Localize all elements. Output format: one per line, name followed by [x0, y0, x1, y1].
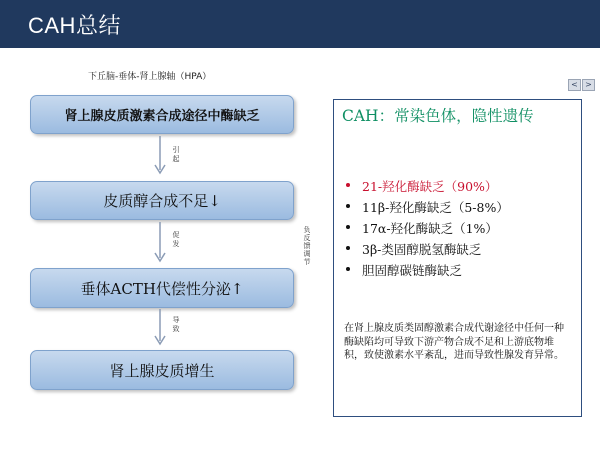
- flow-box-label: 垂体ACTH代偿性分泌↑: [80, 279, 244, 298]
- flow-box-cortisol-deficit: [30, 181, 294, 220]
- flow-box-hyperplasia: [30, 350, 294, 390]
- prev-arrow-icon[interactable]: <: [568, 79, 581, 91]
- title-bar: [0, 0, 600, 48]
- flow-box-label: 肾上腺皮质激素合成途径中酶缺乏: [64, 109, 260, 124]
- next-arrow-icon[interactable]: >: [582, 79, 595, 91]
- panel-heading: CAH：常染色体，隐性遗传: [342, 107, 534, 125]
- arrow-label-lead: 导致: [172, 316, 180, 333]
- flow-box-enzyme-deficiency: [30, 95, 294, 134]
- bullet-icon: [346, 183, 350, 187]
- flow-box-label: 肾上腺皮质增生: [109, 361, 215, 380]
- bullet-icon: [346, 267, 350, 271]
- arrow-label-promote: 促发: [172, 231, 180, 248]
- flow-box-label: 皮质醇合成不足↓: [103, 192, 221, 210]
- list-item: 21-羟化酶缺乏（90%）: [346, 177, 509, 198]
- down-arrow-icon: [150, 309, 170, 349]
- diagram-subtitle: 下丘脑-垂体-肾上腺轴（HPA）: [88, 72, 212, 82]
- feedback-label: 负反馈调节: [303, 226, 311, 266]
- slide-nav: [568, 79, 595, 91]
- down-arrow-icon: [150, 136, 170, 178]
- bullet-icon: [346, 246, 350, 250]
- cah-summary-panel: [333, 99, 582, 417]
- list-item: 胆固醇碳链酶缺乏: [346, 261, 509, 282]
- list-item: 17α-羟化酶缺乏（1%）: [346, 219, 509, 240]
- panel-paragraph: 在肾上腺皮质类固醇激素合成代谢途径中任何一种酶缺陷均可导致下游产物合成不足和上游底物堆积，致使激素水平紊乱，进而导致性腺发育异常。: [344, 323, 564, 361]
- arrow-label-cause: 引起: [172, 146, 180, 163]
- bullet-icon: [346, 225, 350, 229]
- list-item: 11β-羟化酶缺乏（5-8%）: [346, 198, 509, 219]
- flow-box-acth-secretion: [30, 268, 294, 308]
- list-item: 3β-类固醇脱氢酶缺乏: [346, 240, 509, 261]
- bullet-icon: [346, 204, 350, 208]
- down-arrow-icon: [150, 222, 170, 266]
- enzyme-list: [346, 177, 509, 282]
- slide-title: CAH总结: [28, 13, 121, 38]
